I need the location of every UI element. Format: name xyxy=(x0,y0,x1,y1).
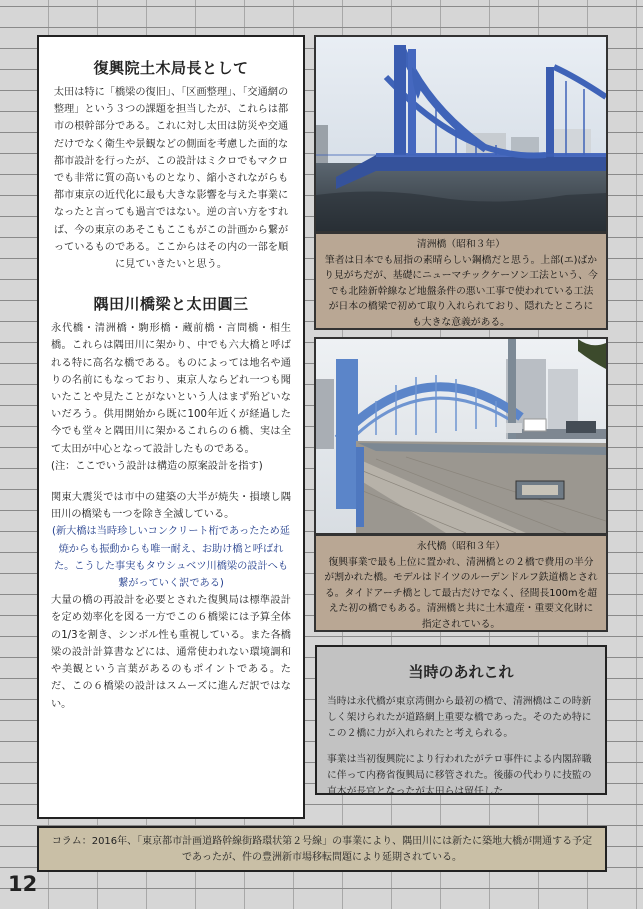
kiyosu-bridge-photo xyxy=(314,35,608,233)
eitai-bridge-illustration xyxy=(316,339,606,533)
section-title-sumida-bridges: 隅田川橋梁と太田圓三 xyxy=(93,295,249,314)
page-number: 12 xyxy=(8,872,38,896)
kiyosu-bridge-caption xyxy=(314,232,608,330)
era-paragraph-1: 当時は永代橋が東京湾側から最初の橋で、清洲橋はこの時新しく架けられたが道路網上重要な橋であった。そのため特にこの２橋に力が入れられたと考えられる。 xyxy=(327,696,592,739)
era-title: 当時のあれこれ xyxy=(408,663,514,681)
shin-ohashi-note: (新大橋は当時珍しいコンクリート桁であったため延焼からも振動からも唯一耐え、お助け橋と呼ばれた。こうした事実もタウシュベツ川橋梁の設計へも繋がっていく訳である) xyxy=(52,526,290,590)
section-title-reconstruction: 復興院土木局長として xyxy=(93,59,249,77)
section-paragraph-earthquake: 関東大震災では市中の建築の大半が焼失・損壊し隅田川の橋梁も一つを除き全滅している。 xyxy=(51,492,291,521)
section-paragraph-redesign: 大量の橋の再設計を必要とされた復興局は標準設計を定め効率化を図る一方でこの６橋梁には予算全体の1/3を割き、シンボル性も重視している。また各橋梁の設計計算書などには、通常使われない環境調和や美観という言葉があるのもポイントである。ただ、この６橋梁の設計はスムーズに進んだ訳ではない。 xyxy=(51,595,291,710)
column-text: コラム：2016年、「東京都市計画道路幹線街路環状第２号線」の事業により、隅田川には新たに築地大橋が開通する予定であったが、件の豊洲新市場移転問題により延期されている。 xyxy=(51,836,593,863)
section-paragraph-reconstruction: 太田は特に「橋梁の復旧」、「区画整理」、「交通網の整理」という３つの課題を担当したが、これらは都市の根幹部分である。これに対し太田は防災や交通だけでなく衛生や景観などの側面を考慮した面的な都市設計を行ったが、この設計はミクロでもマクロでも非常に質の高いものとなり、縮小されながらも都市東京の近代化に最も大きな影響を与えた事業になったと言っても過言ではない。逆の言い方をすれば、今の東京のあそこもここもがこの計画から繋がっているものである。ここからはその内の一部を順に見ていきたいと思う。 xyxy=(53,87,289,271)
design-note: (注：ここでいう設計は構造の原案設計を指す) xyxy=(51,460,263,472)
section-paragraph-six-bridges: 永代橋・清洲橋・駒形橋・蔵前橋・言問橋・相生橋。これらは隅田川に架かり、中でも六大橋と呼ばれる特に高名な橋である。ものによっては地名や通りの名前にもなっており、東京人ならどれ一つも聞いたことや見たことがないという人はまず殆どいないだろう。供用開始から既に100年近くが経過した今でも堂々と隅田川に架かるこれらの６橋、実は全て太田が中心となって設計したものである。 xyxy=(51,323,291,455)
eitai-bridge-photo xyxy=(314,337,608,535)
kiyosu-bridge-illustration xyxy=(316,37,606,231)
eitai-caption-title: 永代橋（昭和３年） xyxy=(416,541,506,552)
kiyosu-caption-title: 清洲橋（昭和３年） xyxy=(416,239,506,250)
era-info-box xyxy=(315,645,607,795)
main-article-panel xyxy=(37,35,305,819)
eitai-bridge-caption xyxy=(314,534,608,632)
column-box xyxy=(37,826,607,872)
era-paragraph-2: 事業は当初復興院により行われたがテロ事件による内閣辞職に伴って内務省復興局に移管された。後藤の代わりに技監の直木が長官となったが太田らは留任した xyxy=(327,754,592,797)
eitai-caption-text: 復興事業で最も上位に置かれ、清洲橋との２橋で費用の半分が割かれた橋。モデルはドイツのルーデンドルフ鉄道橋とされる。タイドアーチ橋として最古だけでなく、径間長100mを超えた初の橋でもある。清洲橋と共に土木遺産・重要文化財に指定されている。 xyxy=(324,556,598,630)
kiyosu-caption-text: 筆者は日本でも屈指の素晴らしい鋼橋だと思う。上部(エ)ばかり見がちだが、基礎にニューマチックケーソン工法という、今でも北陸新幹線など地盤条件の悪い工事で使われている工法が日本の橋梁で初めて取り入れられており、隠れたところにも大きな意義がある。 xyxy=(324,254,598,328)
